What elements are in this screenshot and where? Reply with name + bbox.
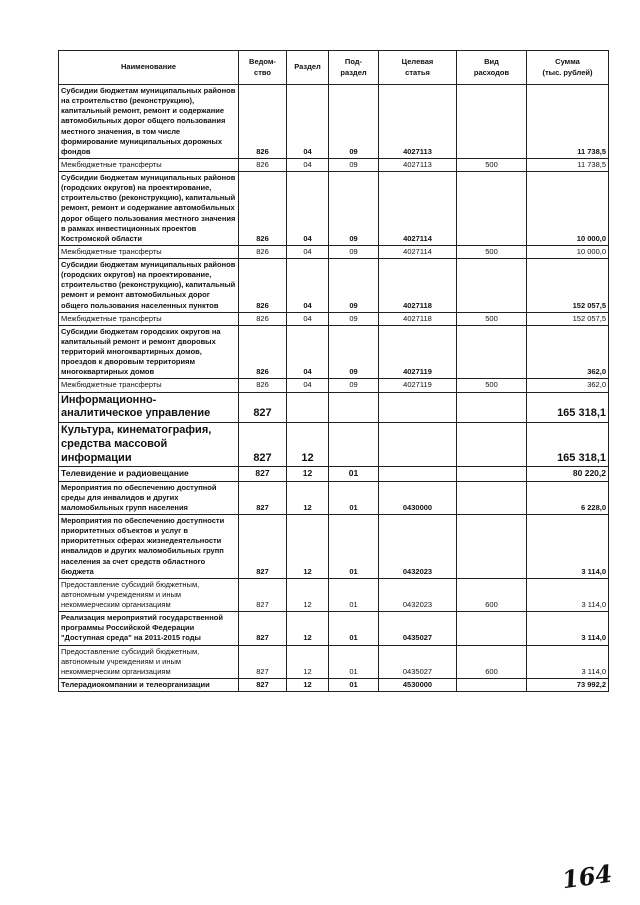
cell-target: 0432023 [379,515,457,579]
cell-name: Предоставление субсидий бюджетным, автономным учреждениям и иным некоммерческим организациям [59,645,239,678]
cell-dept: 826 [239,325,287,379]
cell-name: Межбюджетные трансферты [59,379,239,392]
cell-name: Предоставление субсидий бюджетным, автономным учреждениям и иным некоммерческим организациям [59,578,239,611]
table-row [59,645,609,678]
table-row [59,379,609,392]
cell-name: Межбюджетные трансферты [59,312,239,325]
cell-type: 500 [457,379,527,392]
cell-name: Реализация мероприятий государственной программы Российской Федерации "Доступная среда" на 2011-2015 годы [59,612,239,645]
cell-section: 04 [287,312,329,325]
cell-target: 4027119 [379,325,457,379]
table-row [59,678,609,691]
cell-type: 500 [457,245,527,258]
table-row [59,612,609,645]
cell-type [457,85,527,159]
cell-section: 04 [287,259,329,313]
table-row [59,578,609,611]
cell-sum: 152 057,5 [527,312,609,325]
cell-subsection: 09 [329,245,379,258]
cell-subsection: 01 [329,612,379,645]
cell-dept: 827 [239,467,287,481]
table-row [59,481,609,514]
cell-section: 12 [287,645,329,678]
table-row [59,325,609,379]
cell-sum: 152 057,5 [527,259,609,313]
cell-subsection [329,392,379,423]
cell-sum: 362,0 [527,379,609,392]
table-row [59,423,609,467]
table-row [59,312,609,325]
cell-type [457,481,527,514]
cell-dept: 827 [239,392,287,423]
cell-type: 600 [457,645,527,678]
cell-target: 4027118 [379,259,457,313]
table-row [59,515,609,579]
cell-dept: 827 [239,578,287,611]
cell-type [457,612,527,645]
cell-dept: 827 [239,515,287,579]
cell-name: Субсидии бюджетам муниципальных районов (городских округов) на проектирование, строительство (реконструкцию), капитальный ремонт, ремонт и содержание автомобильных дорог общего пользования местного значения в рамках инвестиционных проектов Костромской области [59,172,239,246]
cell-sum: 165 318,1 [527,423,609,467]
cell-dept: 827 [239,612,287,645]
cell-sum: 11 738,5 [527,85,609,159]
cell-target: 4027113 [379,158,457,171]
cell-type: 600 [457,578,527,611]
cell-subsection: 09 [329,85,379,159]
cell-target: 0435027 [379,645,457,678]
cell-target: 4027113 [379,85,457,159]
cell-dept: 826 [239,85,287,159]
cell-name: Информационно-аналитическое управление [59,392,239,423]
cell-section: 12 [287,481,329,514]
cell-section [287,392,329,423]
budget-table [58,50,609,692]
cell-section: 04 [287,158,329,171]
cell-target [379,467,457,481]
cell-name: Телерадиокомпании и телеорганизации [59,678,239,691]
cell-type [457,392,527,423]
cell-dept: 826 [239,259,287,313]
cell-sum: 11 738,5 [527,158,609,171]
cell-dept: 826 [239,245,287,258]
cell-sum: 80 220,2 [527,467,609,481]
cell-type [457,172,527,246]
cell-section: 04 [287,379,329,392]
cell-dept: 827 [239,423,287,467]
cell-target: 0430000 [379,481,457,514]
table-row [59,392,609,423]
cell-subsection: 09 [329,379,379,392]
cell-sum: 3 114,0 [527,645,609,678]
cell-type [457,467,527,481]
table-row [59,245,609,258]
cell-type [457,423,527,467]
cell-name: Телевидение и радиовещание [59,467,239,481]
cell-target: 4027118 [379,312,457,325]
cell-name: Субсидии бюджетам городских округов на капитальный ремонт и ремонт дворовых территорий многоквартирных домов, проездов к дворовым территориям многоквартирных домов [59,325,239,379]
cell-name: Мероприятия по обеспечению доступности приоритетных объектов и услуг в приоритетных сферах жизнедеятельности инвалидов и других маломобильных групп населения за счет средств областного бюджета [59,515,239,579]
cell-sum: 3 114,0 [527,515,609,579]
cell-type [457,515,527,579]
cell-type [457,259,527,313]
cell-target [379,423,457,467]
cell-subsection: 01 [329,678,379,691]
header-target: Целевая статья [379,51,457,85]
cell-section: 12 [287,578,329,611]
cell-dept: 826 [239,312,287,325]
cell-dept: 827 [239,678,287,691]
cell-section: 04 [287,172,329,246]
cell-name: Мероприятия по обеспечению доступной среды для инвалидов и других маломобильных групп населения [59,481,239,514]
header-type: Вид расходов [457,51,527,85]
cell-target: 4027119 [379,379,457,392]
cell-section: 04 [287,245,329,258]
cell-name: Межбюджетные трансферты [59,245,239,258]
table-row [59,172,609,246]
cell-sum: 10 000,0 [527,245,609,258]
cell-sum: 3 114,0 [527,578,609,611]
cell-sum: 362,0 [527,325,609,379]
header-subsection: Под- раздел [329,51,379,85]
cell-target: 0432023 [379,578,457,611]
cell-dept: 826 [239,172,287,246]
table-row [59,259,609,313]
cell-section: 12 [287,612,329,645]
cell-subsection: 01 [329,515,379,579]
page-number: 164 [560,858,614,895]
cell-type: 500 [457,158,527,171]
cell-dept: 827 [239,481,287,514]
table-header-row [59,51,609,85]
cell-name: Межбюджетные трансферты [59,158,239,171]
cell-section: 12 [287,423,329,467]
cell-name: Субсидии бюджетам муниципальных районов на строительство (реконструкцию), капитальный ремонт, ремонт и содержание автомобильных дорог общего пользования местного значения, в том числе формирование муниципальных дорожных фондов [59,85,239,159]
cell-target: 0435027 [379,612,457,645]
cell-type [457,678,527,691]
cell-section: 12 [287,678,329,691]
table-row [59,158,609,171]
cell-subsection: 09 [329,259,379,313]
cell-section: 12 [287,515,329,579]
cell-dept: 826 [239,158,287,171]
cell-target [379,392,457,423]
cell-type [457,325,527,379]
cell-subsection: 09 [329,172,379,246]
cell-sum: 10 000,0 [527,172,609,246]
cell-dept: 826 [239,379,287,392]
cell-sum: 73 992,2 [527,678,609,691]
cell-name: Культура, кинематография, средства массовой информации [59,423,239,467]
header-section: Раздел [287,51,329,85]
cell-subsection [329,423,379,467]
cell-sum: 6 228,0 [527,481,609,514]
cell-sum: 165 318,1 [527,392,609,423]
cell-subsection: 01 [329,467,379,481]
cell-type: 500 [457,312,527,325]
cell-section: 04 [287,85,329,159]
table-row [59,85,609,159]
cell-section: 12 [287,467,329,481]
cell-target: 4027114 [379,245,457,258]
header-dept: Ведом- ство [239,51,287,85]
cell-subsection: 01 [329,578,379,611]
cell-subsection: 09 [329,325,379,379]
cell-section: 04 [287,325,329,379]
table-row [59,467,609,481]
cell-target: 4530000 [379,678,457,691]
cell-subsection: 09 [329,312,379,325]
cell-target: 4027114 [379,172,457,246]
cell-subsection: 01 [329,645,379,678]
cell-subsection: 09 [329,158,379,171]
cell-dept: 827 [239,645,287,678]
header-sum: Сумма (тыс. рублей) [527,51,609,85]
cell-subsection: 01 [329,481,379,514]
header-name: Наименование [59,51,239,85]
cell-name: Субсидии бюджетам муниципальных районов (городских округов) на проектирование, строительство (реконструкцию), капитальный ремонт и ремонт автомобильных дорог общего пользования населенных пунктов [59,259,239,313]
cell-sum: 3 114,0 [527,612,609,645]
